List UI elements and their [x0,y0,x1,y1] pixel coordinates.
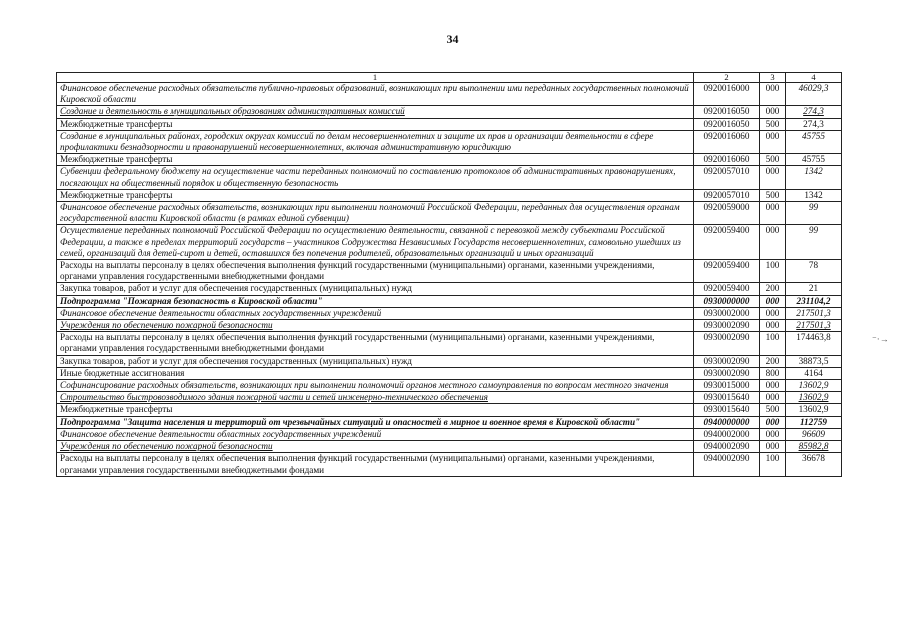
row-vr-cell: 000 [760,295,786,307]
table-row [57,202,842,225]
row-sum-cell: 217501,3 [786,320,842,332]
row-code-cell: 0940002090 [694,453,760,476]
table-row [57,380,842,392]
row-sum-cell: 112759 [786,416,842,428]
table-row [57,283,842,295]
table-row [57,225,842,260]
row-name-cell: Расходы на выплаты персоналу в целях обеспечения выполнения функций государственными (муниципальными) органами, казенными учреждениями, органами управления государственными внебюджетными фондами [57,332,694,355]
row-code-cell: 0920059400 [694,283,760,295]
table-row [57,392,842,404]
table-row [57,453,842,476]
budget-table [56,72,842,477]
row-code-cell: 0930002090 [694,355,760,367]
row-code-cell: 0920016060 [694,154,760,166]
row-code-cell: 0920057010 [694,189,760,201]
row-sum-cell: 231104,2 [786,295,842,307]
row-code-cell: 0920016060 [694,130,760,153]
row-name-cell: Создание и деятельность в муниципальных образованиях административных комиссий [57,106,694,118]
row-vr-cell: 000 [760,307,786,319]
row-name-cell: Учреждения по обеспечению пожарной безопасности [57,320,694,332]
row-sum-cell: 78 [786,260,842,283]
row-sum-cell: 96609 [786,428,842,440]
table-body [57,83,842,477]
row-name-cell: Осуществление переданных полномочий Российской Федерации по осуществлению деятельности, связанной с перевозкой между субъектами Российской Федерации, а также в пределах территорий государств – участников Содружества Независимых Государств несовершеннолетних, самовольно ушедших из семей, организаций для детей-сирот и детей, оставшихся без попечения родителей, образовательных организаций и иных организаций [57,225,694,260]
row-vr-cell: 500 [760,118,786,130]
row-name-cell: Межбюджетные трансферты [57,189,694,201]
row-sum-cell: 38873,5 [786,355,842,367]
row-sum-cell: 217501,3 [786,307,842,319]
table-row [57,307,842,319]
row-vr-cell: 000 [760,225,786,260]
row-code-cell: 0930002090 [694,332,760,355]
row-code-cell: 0930015640 [694,404,760,416]
row-name-cell: Финансовое обеспечение расходных обязательств публично-правовых образований, возникающих при выполнении ими переданных государственных полномочий Кировской области [57,83,694,106]
row-name-cell: Учреждения по обеспечению пожарной безопасности [57,441,694,453]
row-code-cell: 0930015000 [694,380,760,392]
table-row [57,295,842,307]
row-name-cell: Подпрограмма "Пожарная безопасность в Кировской области" [57,295,694,307]
row-sum-cell: 274,3 [786,106,842,118]
row-name-cell: Субвенции федеральному бюджету на осуществление части переданных полномочий по составлению протоколов об административных правонарушениях, посягающих на общественный порядок и общественную безопасность [57,166,694,189]
table-row [57,320,842,332]
header-col-3: 3 [760,73,786,83]
header-col-4: 4 [786,73,842,83]
row-sum-cell: 174463,8 [786,332,842,355]
row-code-cell: 0940000000 [694,416,760,428]
row-vr-cell: 000 [760,202,786,225]
row-vr-cell: 500 [760,404,786,416]
row-name-cell: Иные бюджетные ассигнования [57,367,694,379]
row-code-cell: 0920016050 [694,118,760,130]
table-row [57,441,842,453]
table-row [57,106,842,118]
header-col-2: 2 [694,73,760,83]
row-vr-cell: 200 [760,283,786,295]
table-row [57,130,842,153]
row-name-cell: Межбюджетные трансферты [57,404,694,416]
header-col-1: 1 [57,73,694,83]
row-sum-cell: 46029,3 [786,83,842,106]
row-vr-cell: 100 [760,260,786,283]
row-code-cell: 0920059400 [694,260,760,283]
table-row [57,154,842,166]
table-row [57,332,842,355]
row-vr-cell: 000 [760,416,786,428]
row-vr-cell: 000 [760,428,786,440]
table-row [57,166,842,189]
table-row [57,355,842,367]
row-code-cell: 0930002090 [694,367,760,379]
row-code-cell: 0930000000 [694,295,760,307]
row-vr-cell: 500 [760,154,786,166]
row-sum-cell: 274,3 [786,118,842,130]
budget-table-container [56,72,841,477]
row-vr-cell: 000 [760,106,786,118]
row-sum-cell: 85982,8 [786,441,842,453]
page-number: 34 [446,32,459,46]
row-name-cell: Закупка товаров, работ и услуг для обеспечения государственных (муниципальных) нужд [57,355,694,367]
row-vr-cell: 000 [760,392,786,404]
table-row [57,367,842,379]
row-vr-cell: 000 [760,130,786,153]
row-sum-cell: 13602,9 [786,380,842,392]
row-code-cell: 0920016000 [694,83,760,106]
row-vr-cell: 000 [760,380,786,392]
row-sum-cell: 13602,9 [786,404,842,416]
row-code-cell: 0930002090 [694,320,760,332]
row-code-cell: 0940002090 [694,441,760,453]
table-row [57,416,842,428]
row-sum-cell: 1342 [786,189,842,201]
table-row [57,404,842,416]
row-vr-cell: 800 [760,367,786,379]
row-vr-cell: 500 [760,189,786,201]
row-sum-cell: 1342 [786,166,842,189]
row-name-cell: Финансовое обеспечение расходных обязательств, возникающих при выполнении полномочий Российской Федерации, переданных для осуществления органам государственной власти Кировской области (в рамках единой субвенции) [57,202,694,225]
row-code-cell: 0920057010 [694,166,760,189]
row-code-cell: 0940002000 [694,428,760,440]
row-sum-cell: 45755 [786,154,842,166]
table-header-row [57,73,842,83]
row-vr-cell: 000 [760,83,786,106]
row-vr-cell: 000 [760,441,786,453]
row-name-cell: Межбюджетные трансферты [57,118,694,130]
row-name-cell: Софинансирование расходных обязательств, возникающих при выполнении полномочий органов местного самоуправления по вопросам местного значения [57,380,694,392]
row-sum-cell: 36678 [786,453,842,476]
row-name-cell: Подпрограмма "Защита населения и территорий от чрезвычайных ситуаций и опасностей в мирное и военное время в Кировской области" [57,416,694,428]
row-name-cell: Создание в муниципальных районах, городских округах комиссий по делам несовершеннолетних и защите их прав и организации деятельности в сфере профилактики безнадзорности и правонарушений несовершеннолетних, включая административную юрисдикцию [57,130,694,153]
row-name-cell: Финансовое обеспечение деятельности областных государственных учреждений [57,428,694,440]
table-row [57,189,842,201]
row-vr-cell: 000 [760,166,786,189]
table-row [57,83,842,106]
row-code-cell: 0920016050 [694,106,760,118]
row-name-cell: Закупка товаров, работ и услуг для обеспечения государственных (муниципальных) нужд [57,283,694,295]
table-row [57,118,842,130]
row-sum-cell: 99 [786,202,842,225]
row-code-cell: 0920059400 [694,225,760,260]
table-row [57,260,842,283]
row-sum-cell: 21 [786,283,842,295]
margin-mark-decoration: ⁻·→ [872,334,889,344]
row-code-cell: 0930015640 [694,392,760,404]
row-name-cell: Финансовое обеспечение деятельности областных государственных учреждений [57,307,694,319]
row-vr-cell: 100 [760,332,786,355]
table-row [57,428,842,440]
row-name-cell: Межбюджетные трансферты [57,154,694,166]
row-sum-cell: 99 [786,225,842,260]
row-code-cell: 0920059000 [694,202,760,225]
row-vr-cell: 000 [760,320,786,332]
row-name-cell: Расходы на выплаты персоналу в целях обеспечения выполнения функций государственными (муниципальными) органами, казенными учреждениями, органами управления государственными внебюджетными фондами [57,260,694,283]
row-vr-cell: 100 [760,453,786,476]
row-vr-cell: 200 [760,355,786,367]
row-name-cell: Строительство быстровозводимого здания пожарной части и сетей инженерно-технического обеспечения [57,392,694,404]
row-sum-cell: 13602,9 [786,392,842,404]
row-sum-cell: 4164 [786,367,842,379]
row-sum-cell: 45755 [786,130,842,153]
row-code-cell: 0930002000 [694,307,760,319]
row-name-cell: Расходы на выплаты персоналу в целях обеспечения выполнения функций государственными (муниципальными) органами, казенными учреждениями, органами управления государственными внебюджетными фондами [57,453,694,476]
